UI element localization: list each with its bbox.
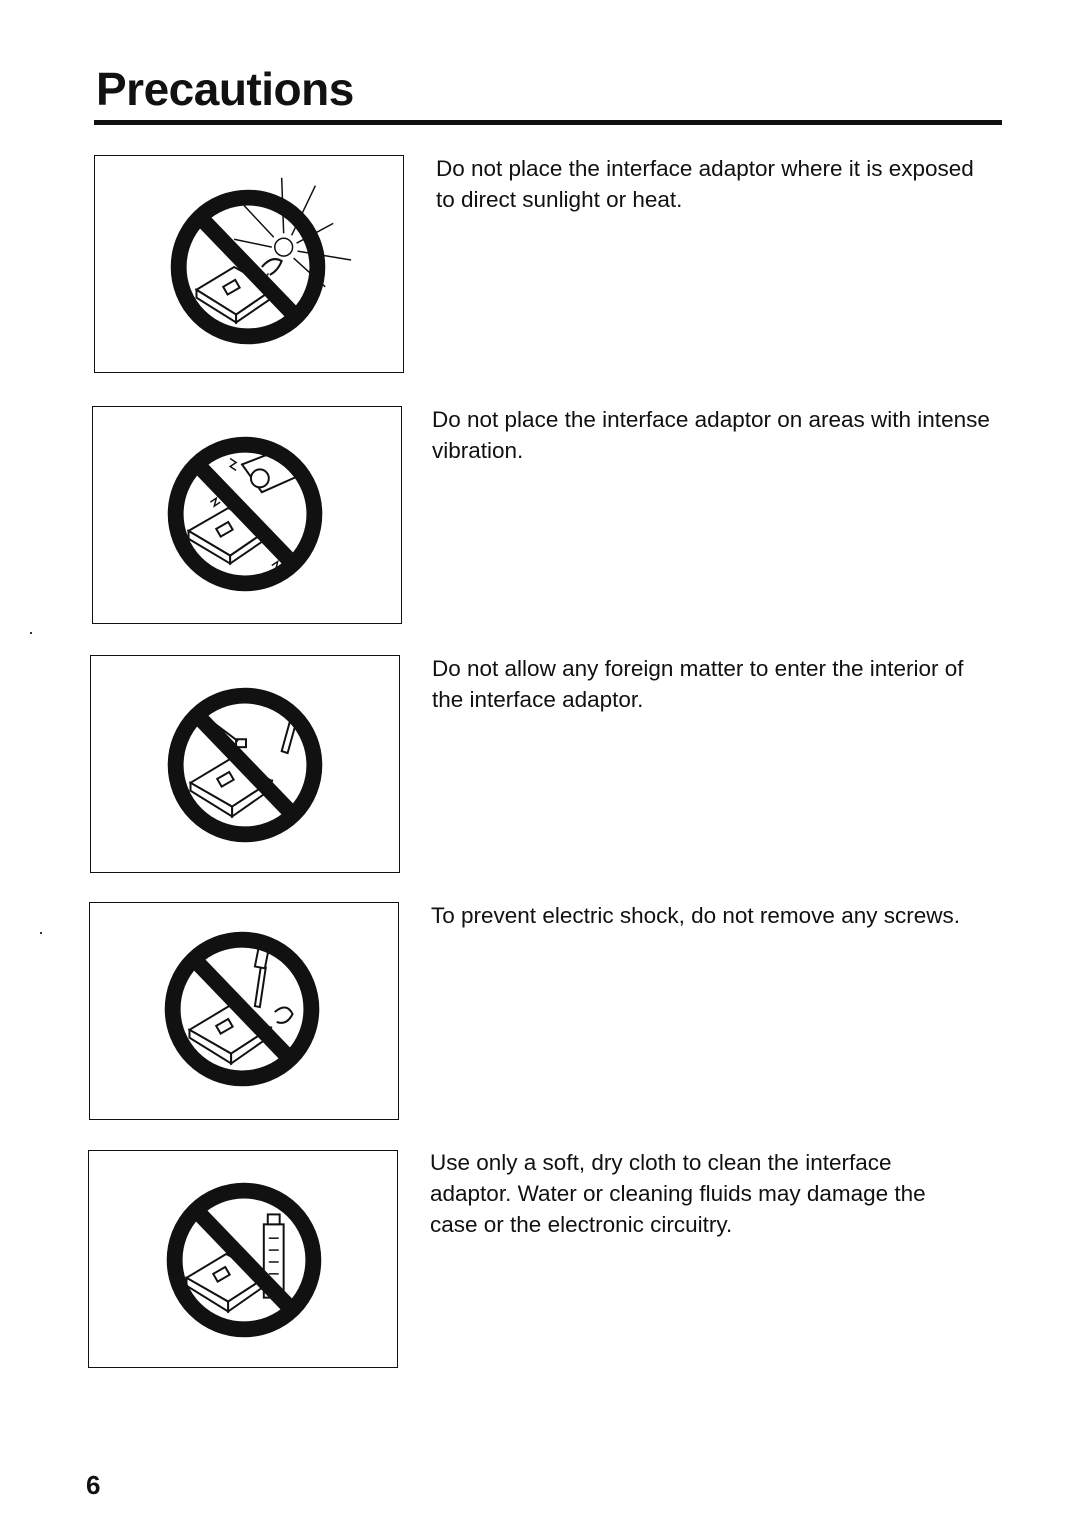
no-screw-removal-icon: [90, 903, 398, 1119]
no-cleaning-fluid-icon: [89, 1151, 397, 1367]
page-number: 6: [86, 1470, 101, 1500]
precaution-text: Do not place the interface adaptor on areas with intense vibration.: [432, 407, 990, 463]
no-vibration-icon: [93, 407, 401, 623]
precaution-text: Do not allow any foreign matter to enter the interior of the interface adaptor.: [432, 656, 964, 712]
precaution-text: Do not place the interface adaptor where it is exposed to direct sunlight or heat.: [436, 156, 974, 212]
precaution-text: Use only a soft, dry cloth to clean the interface adaptor. Water or cleaning fluids may damage the case or the electronic circuitry.: [430, 1150, 926, 1237]
illustration-frame: [90, 655, 400, 873]
no-sunlight-icon: [95, 156, 403, 372]
illustration-frame: [88, 1150, 398, 1368]
precaution-text: To prevent electric shock, do not remove any screws.: [431, 903, 960, 928]
illustration-frame: [92, 406, 402, 624]
illustration-frame: [89, 902, 399, 1120]
scan-speck: [40, 932, 42, 934]
page-title: Precautions: [96, 63, 354, 115]
scan-speck: [30, 632, 32, 634]
illustration-frame: [94, 155, 404, 373]
no-foreign-matter-icon: [91, 656, 399, 872]
title-rule: [94, 120, 1002, 125]
